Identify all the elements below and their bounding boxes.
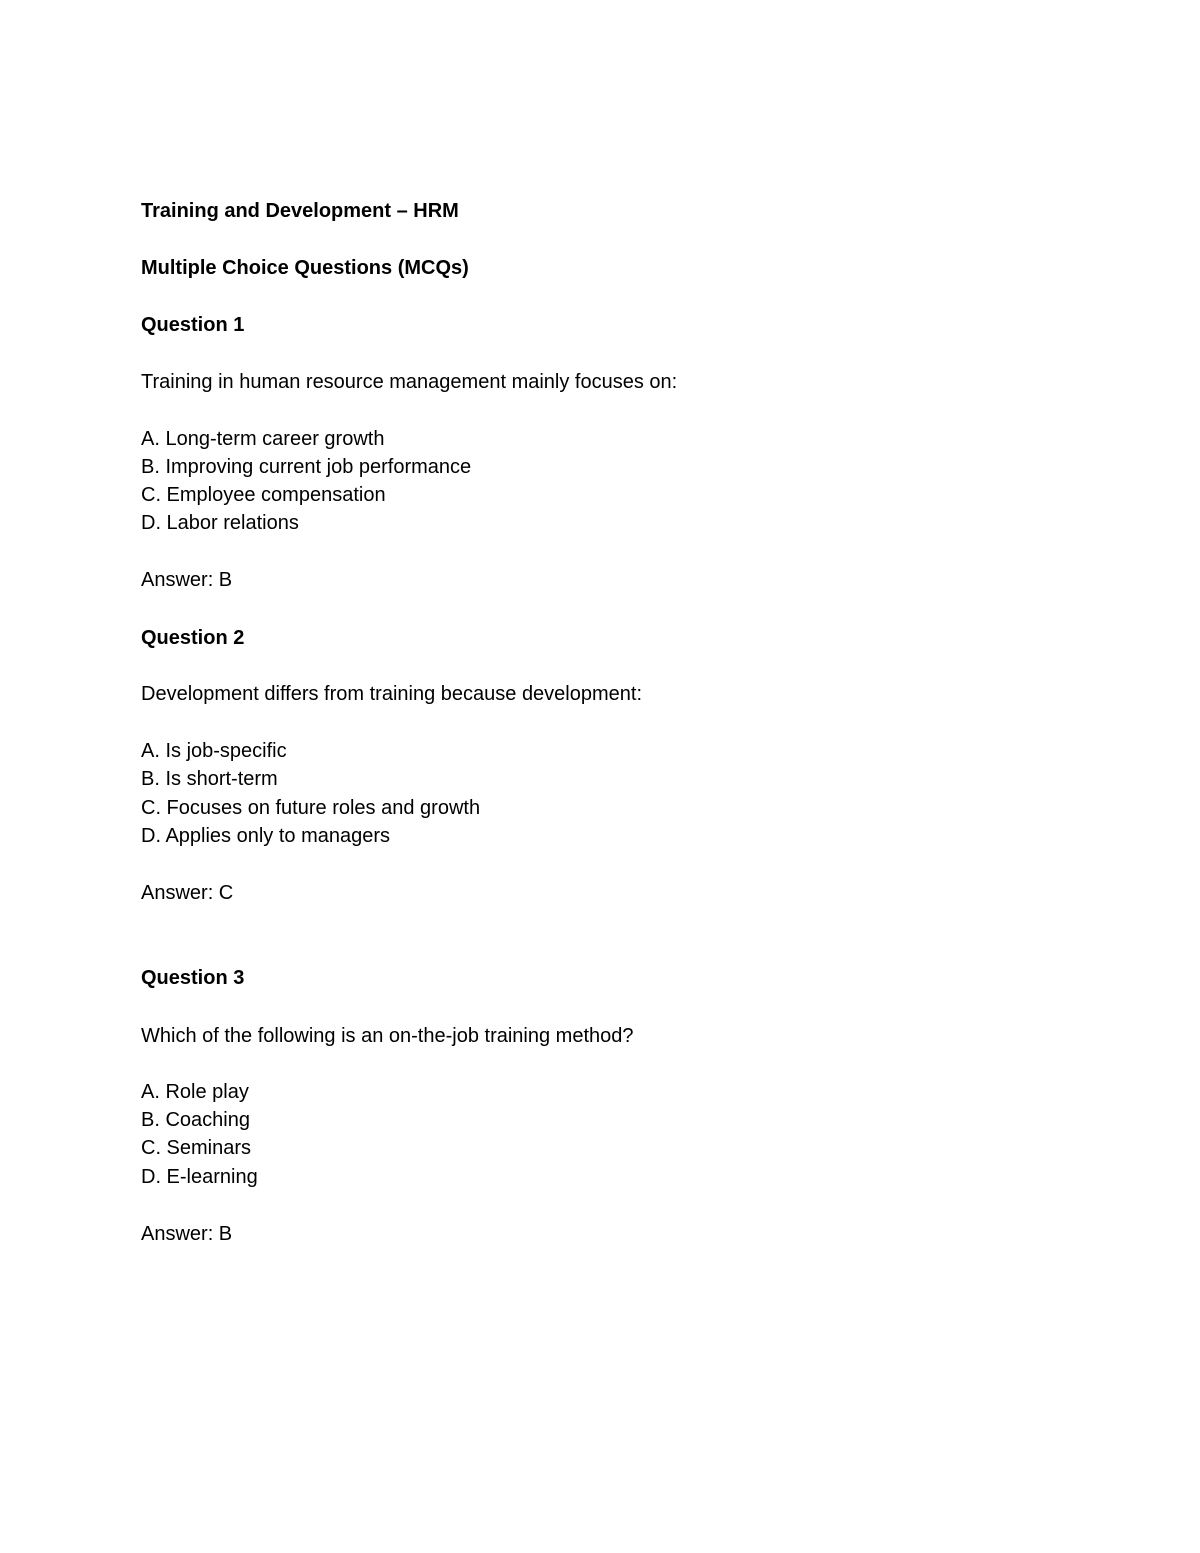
answer-key: Answer: C bbox=[141, 882, 234, 904]
answer-option: A. Role play bbox=[141, 1081, 249, 1103]
answer-option: C. Seminars bbox=[141, 1137, 252, 1159]
answer-option: B. Improving current job performance bbox=[141, 456, 472, 478]
answer-option: C. Focuses on future roles and growth bbox=[141, 797, 481, 819]
answer-option: D. Labor relations bbox=[141, 512, 299, 534]
question-heading: Question 2 bbox=[141, 627, 245, 649]
answer-option: D. Applies only to managers bbox=[141, 825, 391, 847]
answer-option: B. Coaching bbox=[141, 1109, 250, 1131]
document-subtitle: Multiple Choice Questions (MCQs) bbox=[141, 257, 469, 279]
question-prompt: Which of the following is an on-the-job training method? bbox=[141, 1025, 634, 1047]
question-prompt: Training in human resource management mainly focuses on: bbox=[141, 371, 678, 393]
answer-option: D. E-learning bbox=[141, 1166, 258, 1188]
question-prompt: Development differs from training because development: bbox=[141, 683, 643, 705]
answer-option: C. Employee compensation bbox=[141, 484, 386, 506]
document-title: Training and Development – HRM bbox=[141, 200, 459, 222]
answer-key: Answer: B bbox=[141, 569, 233, 591]
answer-key: Answer: B bbox=[141, 1223, 233, 1245]
question-heading: Question 1 bbox=[141, 314, 245, 336]
question-heading: Question 3 bbox=[141, 967, 245, 989]
answer-option: B. Is short-term bbox=[141, 768, 278, 790]
answer-option: A. Long-term career growth bbox=[141, 428, 385, 450]
answer-option: A. Is job-specific bbox=[141, 740, 287, 762]
